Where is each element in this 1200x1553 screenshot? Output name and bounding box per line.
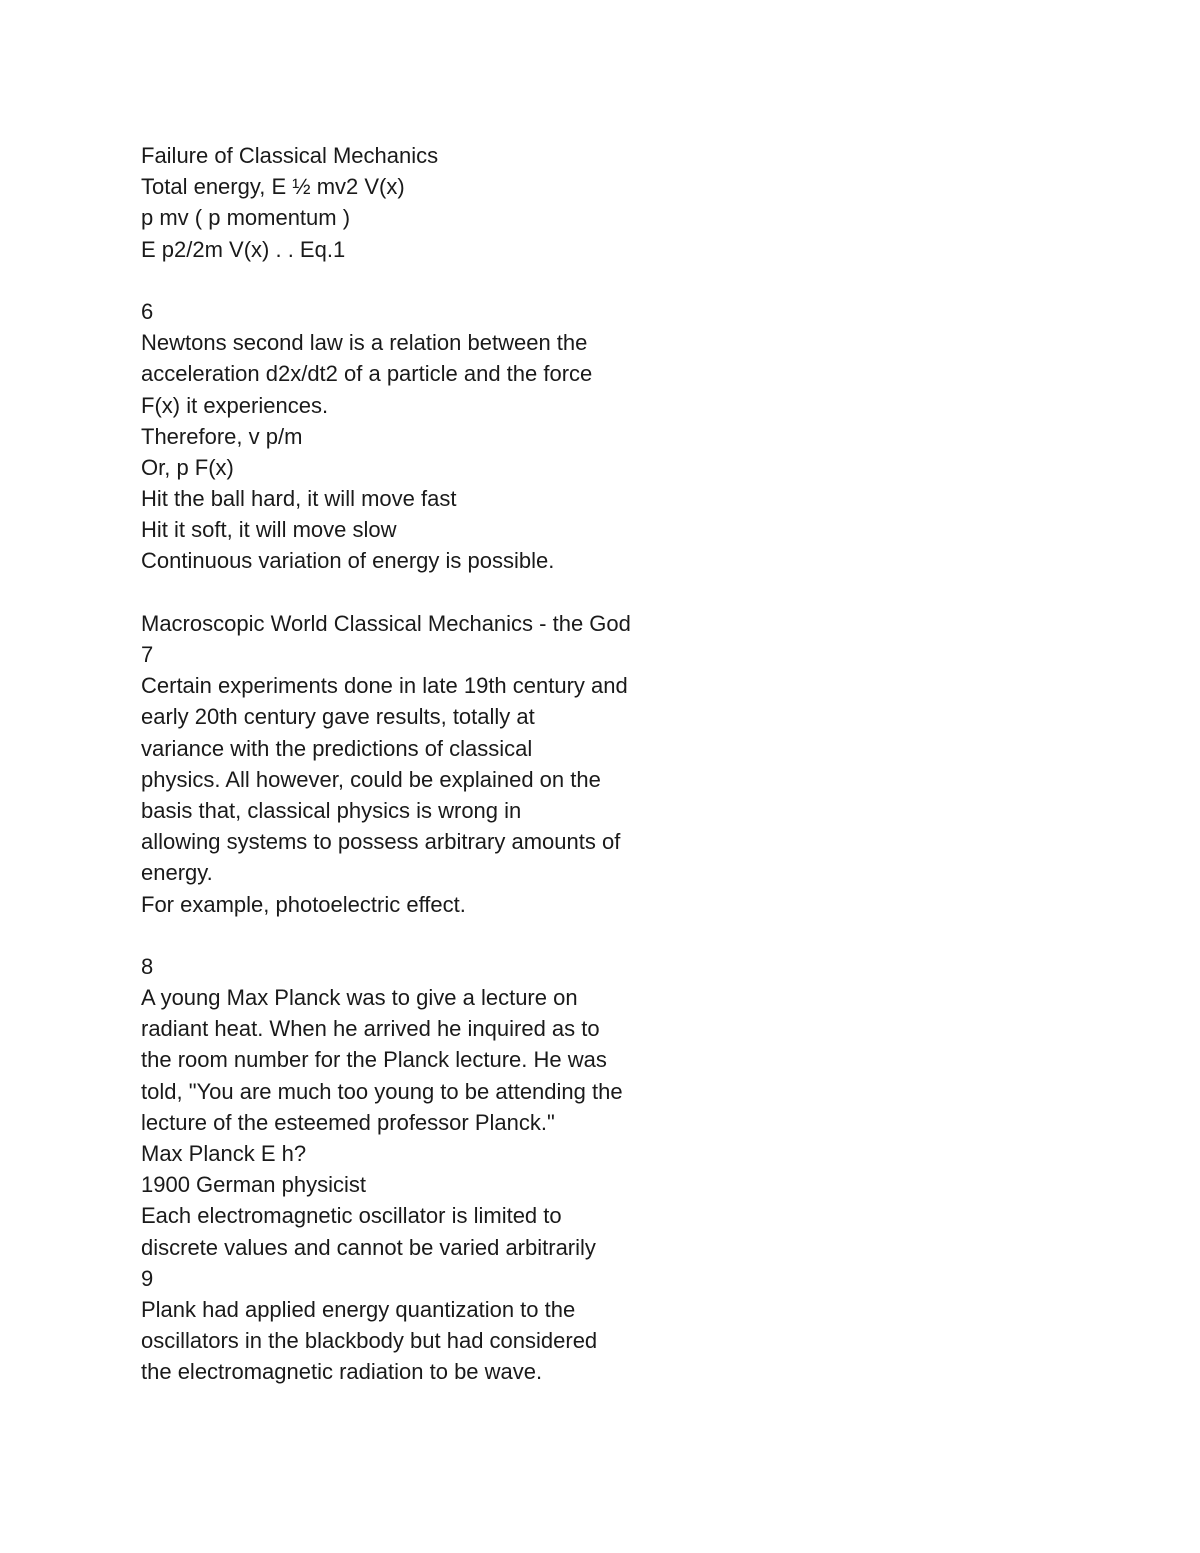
blank-line <box>141 920 701 951</box>
text-line: physics. All however, could be explained on the <box>141 766 601 792</box>
text-line: acceleration d2x/dt2 of a particle and the force <box>141 361 593 387</box>
text-line: F(x) it experiences. <box>141 392 329 418</box>
text-line: variance with the predictions of classical <box>141 735 533 761</box>
text-line: Certain experiments done in late 19th century and <box>141 673 628 699</box>
text-line: Hit the ball hard, it will move fast <box>141 486 457 512</box>
text-line: A young Max Planck was to give a lecture on <box>141 985 578 1011</box>
slide-number: 9 <box>141 1265 154 1291</box>
text-line: E p2/2m V(x) . . Eq.1 <box>141 236 346 262</box>
text-line: Therefore, v p/m <box>141 423 303 449</box>
text-line: 1900 German physicist <box>141 1172 366 1198</box>
text-line: basis that, classical physics is wrong in <box>141 797 522 823</box>
text-line: For example, photoelectric effect. <box>141 891 466 917</box>
slide-number: 6 <box>141 298 154 324</box>
text-line: Newtons second law is a relation between the <box>141 330 588 356</box>
text-line: Hit it soft, it will move slow <box>141 517 397 543</box>
text-line: told, "You are much too young to be attending the <box>141 1078 623 1104</box>
slide-number: 7 <box>141 642 154 667</box>
text-line: the room number for the Planck lecture. He was <box>141 1047 607 1073</box>
text-line: lecture of the esteemed professor Planck." <box>141 1109 555 1135</box>
text-line: Macroscopic World Classical Mechanics - the God <box>141 610 631 636</box>
document-title: Failure of Classical Mechanics <box>141 143 439 168</box>
text-line: discrete values and cannot be varied arbitrarily <box>141 1234 596 1260</box>
text-line: the electromagnetic radiation to be wave. <box>141 1359 543 1385</box>
text-line: Plank had applied energy quantization to the <box>141 1296 576 1322</box>
text-line: p mv ( p momentum ) <box>141 205 351 231</box>
slide-number: 8 <box>141 953 154 979</box>
text-line: energy. <box>141 860 213 886</box>
text-line: Or, p F(x) <box>141 454 234 480</box>
text-line: Each electromagnetic oscillator is limited to <box>141 1203 562 1229</box>
text-line: early 20th century gave results, totally at <box>141 704 535 730</box>
text-line: oscillators in the blackbody but had considered <box>141 1328 598 1354</box>
blank-line <box>141 577 701 608</box>
text-line: allowing systems to possess arbitrary amounts of <box>141 829 621 855</box>
document-body <box>141 140 701 1388</box>
text-line: Total energy, E ½ mv2 V(x) <box>141 174 405 200</box>
blank-line <box>141 265 701 296</box>
text-line: radiant heat. When he arrived he inquired as to <box>141 1016 600 1042</box>
text-line: Max Planck E h? <box>141 1141 307 1166</box>
text-line: Continuous variation of energy is possible. <box>141 548 555 574</box>
